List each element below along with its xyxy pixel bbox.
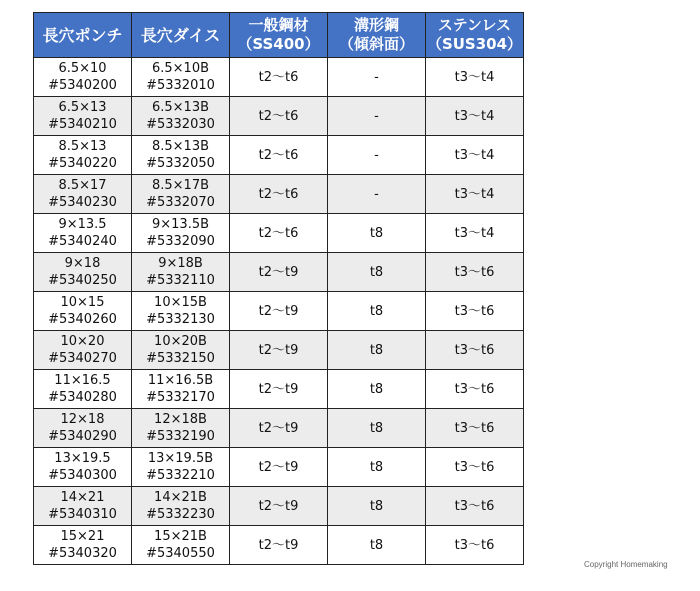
punch-size: 9×13.5 <box>58 217 107 232</box>
ss400-cell: t2～t9 <box>230 448 328 487</box>
sus304-cell: t3～t6 <box>426 292 524 331</box>
channel-cell: t8 <box>328 370 426 409</box>
table-row <box>34 175 524 214</box>
channel-cell: - <box>328 136 426 175</box>
ss400-cell: t2～t6 <box>230 136 328 175</box>
punch-size: 10×15 <box>60 295 105 310</box>
punch-size: 15×21 <box>60 529 105 544</box>
punch-cell <box>34 487 132 526</box>
punch-code: #5340310 <box>48 507 117 522</box>
punch-size: 10×20 <box>60 334 105 349</box>
table-row <box>34 253 524 292</box>
ss400-cell: t2～t9 <box>230 253 328 292</box>
sus304-cell: t3～t6 <box>426 526 524 565</box>
table-row <box>34 136 524 175</box>
channel-cell: t8 <box>328 214 426 253</box>
header-row <box>34 13 524 58</box>
table-row <box>34 331 524 370</box>
die-size: 11×16.5B <box>147 373 214 388</box>
die-cell <box>132 97 230 136</box>
die-size: 8.5×17B <box>151 178 210 193</box>
punch-size: 13×19.5 <box>54 451 111 466</box>
die-cell <box>132 58 230 97</box>
ss400-cell: t2～t9 <box>230 331 328 370</box>
die-cell <box>132 136 230 175</box>
ss400-cell: t2～t9 <box>230 370 328 409</box>
die-code: #5332030 <box>146 117 215 132</box>
die-cell <box>132 253 230 292</box>
die-cell <box>132 448 230 487</box>
die-size: 8.5×13B <box>151 139 210 154</box>
punch-cell <box>34 214 132 253</box>
punch-code: #5340200 <box>48 78 117 93</box>
punch-cell <box>34 448 132 487</box>
punch-size: 8.5×17 <box>58 178 107 193</box>
die-size: 13×19.5B <box>147 451 214 466</box>
ss400-cell: t2～t9 <box>230 487 328 526</box>
ss400-cell: t2～t6 <box>230 175 328 214</box>
die-size: 6.5×10B <box>151 61 210 76</box>
sus304-cell: t3～t6 <box>426 253 524 292</box>
punch-cell <box>34 526 132 565</box>
punch-cell <box>34 175 132 214</box>
table-row <box>34 409 524 448</box>
ss400-cell: t2～t6 <box>230 97 328 136</box>
die-code: #5332010 <box>146 78 215 93</box>
header-punch: 長穴ポンチ <box>34 13 132 58</box>
die-code: #5340550 <box>146 546 215 561</box>
sus304-cell: t3～t6 <box>426 331 524 370</box>
header-ss400: 一般鋼材 （SS400） <box>230 13 328 58</box>
sus304-cell: t3～t4 <box>426 58 524 97</box>
table-row <box>34 487 524 526</box>
punch-code: #5340240 <box>48 234 117 249</box>
header-sus304: ステンレス （SUS304） <box>426 13 524 58</box>
table-row <box>34 370 524 409</box>
die-code: #5332210 <box>146 468 215 483</box>
channel-cell: - <box>328 175 426 214</box>
die-code: #5332070 <box>146 195 215 210</box>
header-channel: 溝形鋼 （傾斜面） <box>328 13 426 58</box>
punch-cell <box>34 136 132 175</box>
die-cell <box>132 175 230 214</box>
die-code: #5332090 <box>146 234 215 249</box>
punch-cell <box>34 331 132 370</box>
ss400-cell: t2～t6 <box>230 214 328 253</box>
sus304-cell: t3～t4 <box>426 136 524 175</box>
die-size: 14×21B <box>154 490 207 505</box>
copyright-text: Copyright Homemaking <box>584 560 668 569</box>
punch-code: #5340210 <box>48 117 117 132</box>
sus304-cell: t3～t4 <box>426 175 524 214</box>
punch-size: 12×18 <box>60 412 105 427</box>
channel-cell: t8 <box>328 448 426 487</box>
sus304-cell: t3～t4 <box>426 97 524 136</box>
die-size: 10×15B <box>154 295 207 310</box>
channel-cell: t8 <box>328 487 426 526</box>
punch-code: #5340270 <box>48 351 117 366</box>
die-cell <box>132 370 230 409</box>
punch-cell <box>34 97 132 136</box>
channel-cell: t8 <box>328 409 426 448</box>
ss400-cell: t2～t6 <box>230 58 328 97</box>
header-die: 長穴ダイス <box>132 13 230 58</box>
die-size: 15×21B <box>154 529 207 544</box>
die-size: 12×18B <box>154 412 207 427</box>
punch-cell <box>34 253 132 292</box>
table-row <box>34 292 524 331</box>
die-cell <box>132 409 230 448</box>
die-size: 9×13.5B <box>151 217 210 232</box>
channel-cell: - <box>328 58 426 97</box>
punch-code: #5340230 <box>48 195 117 210</box>
channel-cell: t8 <box>328 292 426 331</box>
die-size: 10×20B <box>154 334 207 349</box>
punch-size: 14×21 <box>60 490 105 505</box>
channel-cell: t8 <box>328 331 426 370</box>
ss400-cell: t2～t9 <box>230 526 328 565</box>
table-row <box>34 526 524 565</box>
sus304-cell: t3～t6 <box>426 409 524 448</box>
sus304-cell: t3～t4 <box>426 214 524 253</box>
punch-code: #5340250 <box>48 273 117 288</box>
die-code: #5332050 <box>146 156 215 171</box>
punch-code: #5340320 <box>48 546 117 561</box>
sus304-cell: t3～t6 <box>426 487 524 526</box>
die-cell <box>132 214 230 253</box>
punch-cell <box>34 370 132 409</box>
punch-cell <box>34 58 132 97</box>
sus304-cell: t3～t6 <box>426 370 524 409</box>
channel-cell: - <box>328 97 426 136</box>
die-code: #5332130 <box>146 312 215 327</box>
die-code: #5332150 <box>146 351 215 366</box>
die-code: #5332190 <box>146 429 215 444</box>
table-row <box>34 58 524 97</box>
table-row <box>34 448 524 487</box>
punch-cell <box>34 292 132 331</box>
die-code: #5332170 <box>146 390 215 405</box>
die-cell <box>132 331 230 370</box>
die-cell <box>132 292 230 331</box>
punch-code: #5340290 <box>48 429 117 444</box>
ss400-cell: t2～t9 <box>230 409 328 448</box>
punch-size: 6.5×10 <box>58 61 107 76</box>
die-cell <box>132 526 230 565</box>
punch-code: #5340260 <box>48 312 117 327</box>
die-code: #5332230 <box>146 507 215 522</box>
die-size: 9×18B <box>158 256 203 271</box>
channel-cell: t8 <box>328 253 426 292</box>
punch-size: 11×16.5 <box>54 373 111 388</box>
punch-code: #5340220 <box>48 156 117 171</box>
table-row <box>34 214 524 253</box>
punch-size: 8.5×13 <box>58 139 107 154</box>
table-row <box>34 97 524 136</box>
die-cell <box>132 487 230 526</box>
die-size: 6.5×13B <box>151 100 210 115</box>
punch-size: 6.5×13 <box>58 100 107 115</box>
spec-table <box>33 12 524 565</box>
punch-size: 9×18 <box>64 256 101 271</box>
channel-cell: t8 <box>328 526 426 565</box>
die-code: #5332110 <box>146 273 215 288</box>
punch-code: #5340280 <box>48 390 117 405</box>
sus304-cell: t3～t6 <box>426 448 524 487</box>
ss400-cell: t2～t9 <box>230 292 328 331</box>
punch-cell <box>34 409 132 448</box>
punch-code: #5340300 <box>48 468 117 483</box>
